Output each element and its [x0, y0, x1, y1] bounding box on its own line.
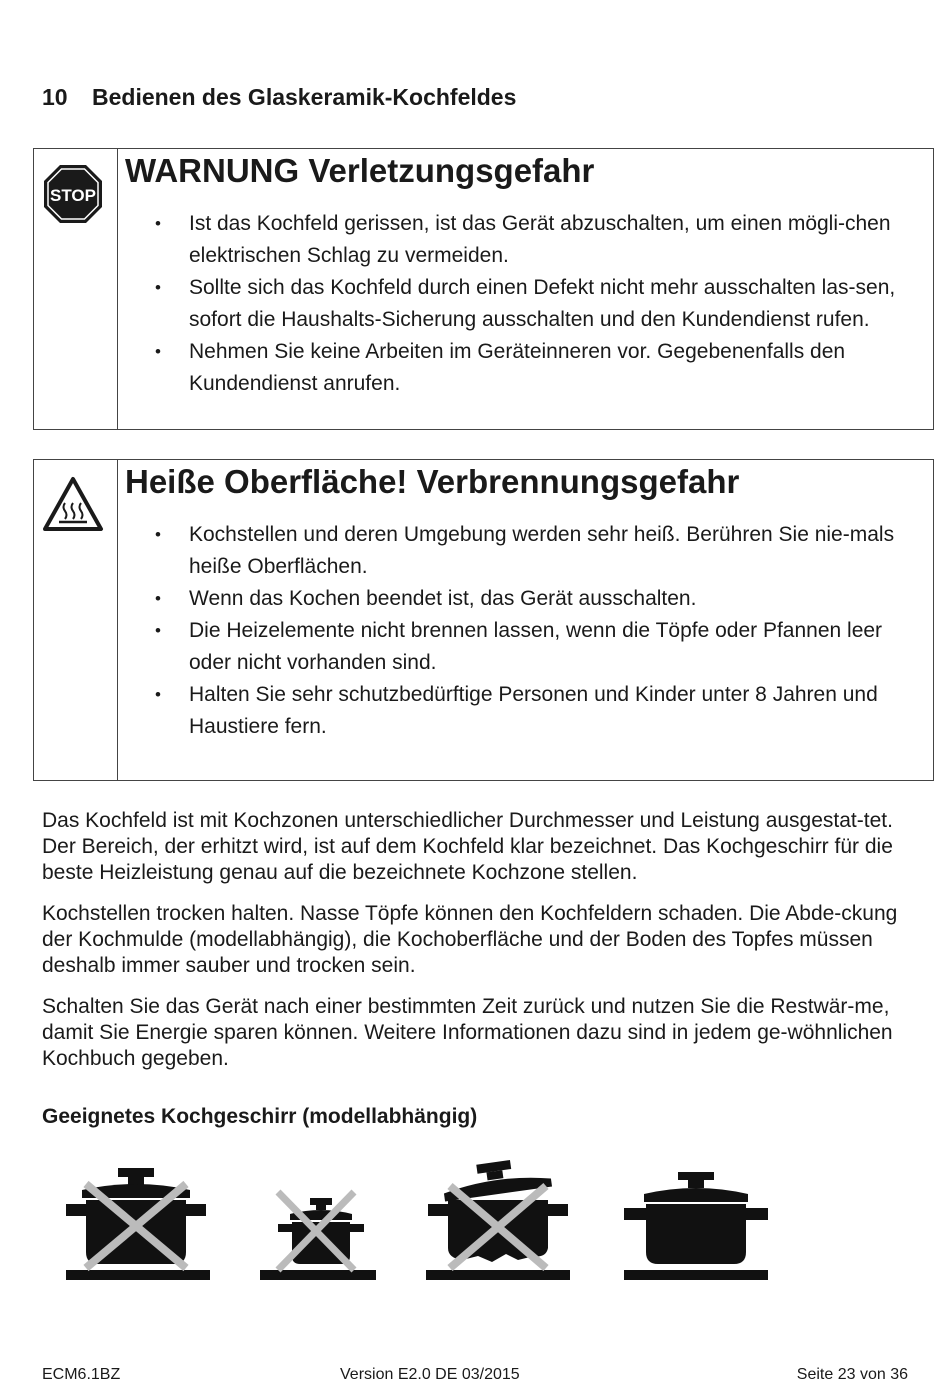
hot-surface-title: Heiße Oberfläche! Verbrennungsgefahr — [125, 463, 740, 500]
list-item: • Kochstellen und deren Umgebung werden sehr heiß. Berühren Sie nie-mals heiße Oberflächen. — [117, 519, 919, 583]
section-number: 10 — [42, 84, 68, 110]
stop-sign-text: STOP — [50, 186, 96, 205]
footer-model: ECM6.1BZ — [42, 1366, 121, 1383]
stop-sign-icon — [42, 163, 104, 225]
list-item: • Die Heizelemente nicht brennen lassen, wenn die Töpfe oder Pfannen leer oder nicht vorhanden sind. — [117, 615, 919, 679]
warning-list — [117, 208, 919, 400]
footer-version: Version E2.0 DE 03/2015 — [340, 1366, 520, 1383]
footer-page-number: Seite 23 von 36 — [796, 1366, 908, 1383]
pot-uneven-base-crossed-icon — [422, 1160, 574, 1285]
list-item: • Ist das Kochfeld gerissen, ist das Gerät abzuschalten, um einen mögli-chen elektrischen Schlag zu vermeiden. — [117, 208, 919, 272]
section-title: Bedienen des Glaskeramik-Kochfeldes — [92, 84, 517, 110]
warning-icon-column — [34, 460, 118, 780]
list-item: • Nehmen Sie keine Arbeiten im Geräteinneren vor. Gegebenenfalls den Kundendienst anrufen. — [117, 336, 919, 400]
pot-too-large-crossed-icon — [62, 1160, 214, 1285]
hot-surface-warning-box — [33, 459, 934, 781]
section-heading — [42, 84, 516, 111]
warning-icon-column — [34, 149, 118, 429]
hot-surface-warning-icon — [42, 476, 104, 534]
list-item: • Wenn das Kochen beendet ist, das Gerät ausschalten. — [117, 583, 919, 615]
body-paragraph: Das Kochfeld ist mit Kochzonen unterschiedlicher Durchmesser und Leistung ausgestat-tet. Der Bereich, der erhitzt wird, ist auf dem Kochfeld klar bezeichnet. Das Kochgeschirr für die beste Heizleistung genau auf die bezeichnete Kochzone stellen. — [42, 809, 893, 884]
pot-too-small-crossed-icon — [258, 1160, 378, 1285]
hot-surface-list — [117, 519, 919, 743]
list-item: • Halten Sie sehr schutzbedürftige Personen und Kinder unter 8 Jahren und Haustiere fern. — [117, 679, 919, 743]
warning-title: WARNUNG Verletzungsgefahr — [125, 152, 595, 189]
cookware-heading: Geeignetes Kochgeschirr (modellabhängig) — [42, 1105, 478, 1128]
injury-warning-box — [33, 148, 934, 430]
pot-correct-icon — [620, 1160, 772, 1285]
list-item: • Sollte sich das Kochfeld durch einen Defekt nicht mehr ausschalten las-sen, sofort die Haushalts-Sicherung ausschalten und den Kundendienst rufen. — [117, 272, 919, 336]
body-paragraph: Schalten Sie das Gerät nach einer bestimmten Zeit zurück und nutzen Sie die Restwär-me, damit Sie Energie sparen können. Weitere Informationen dazu sind in jedem ge-wöhnlichen Kochbuch gegeben. — [42, 995, 893, 1070]
body-paragraph: Kochstellen trocken halten. Nasse Töpfe können den Kochfeldern schaden. Die Abde-ckung der Kochmulde (modellabhängig), die Kochoberfläche und der Boden des Topfes müssen deshalb immer sauber und trocken sein. — [42, 902, 898, 977]
